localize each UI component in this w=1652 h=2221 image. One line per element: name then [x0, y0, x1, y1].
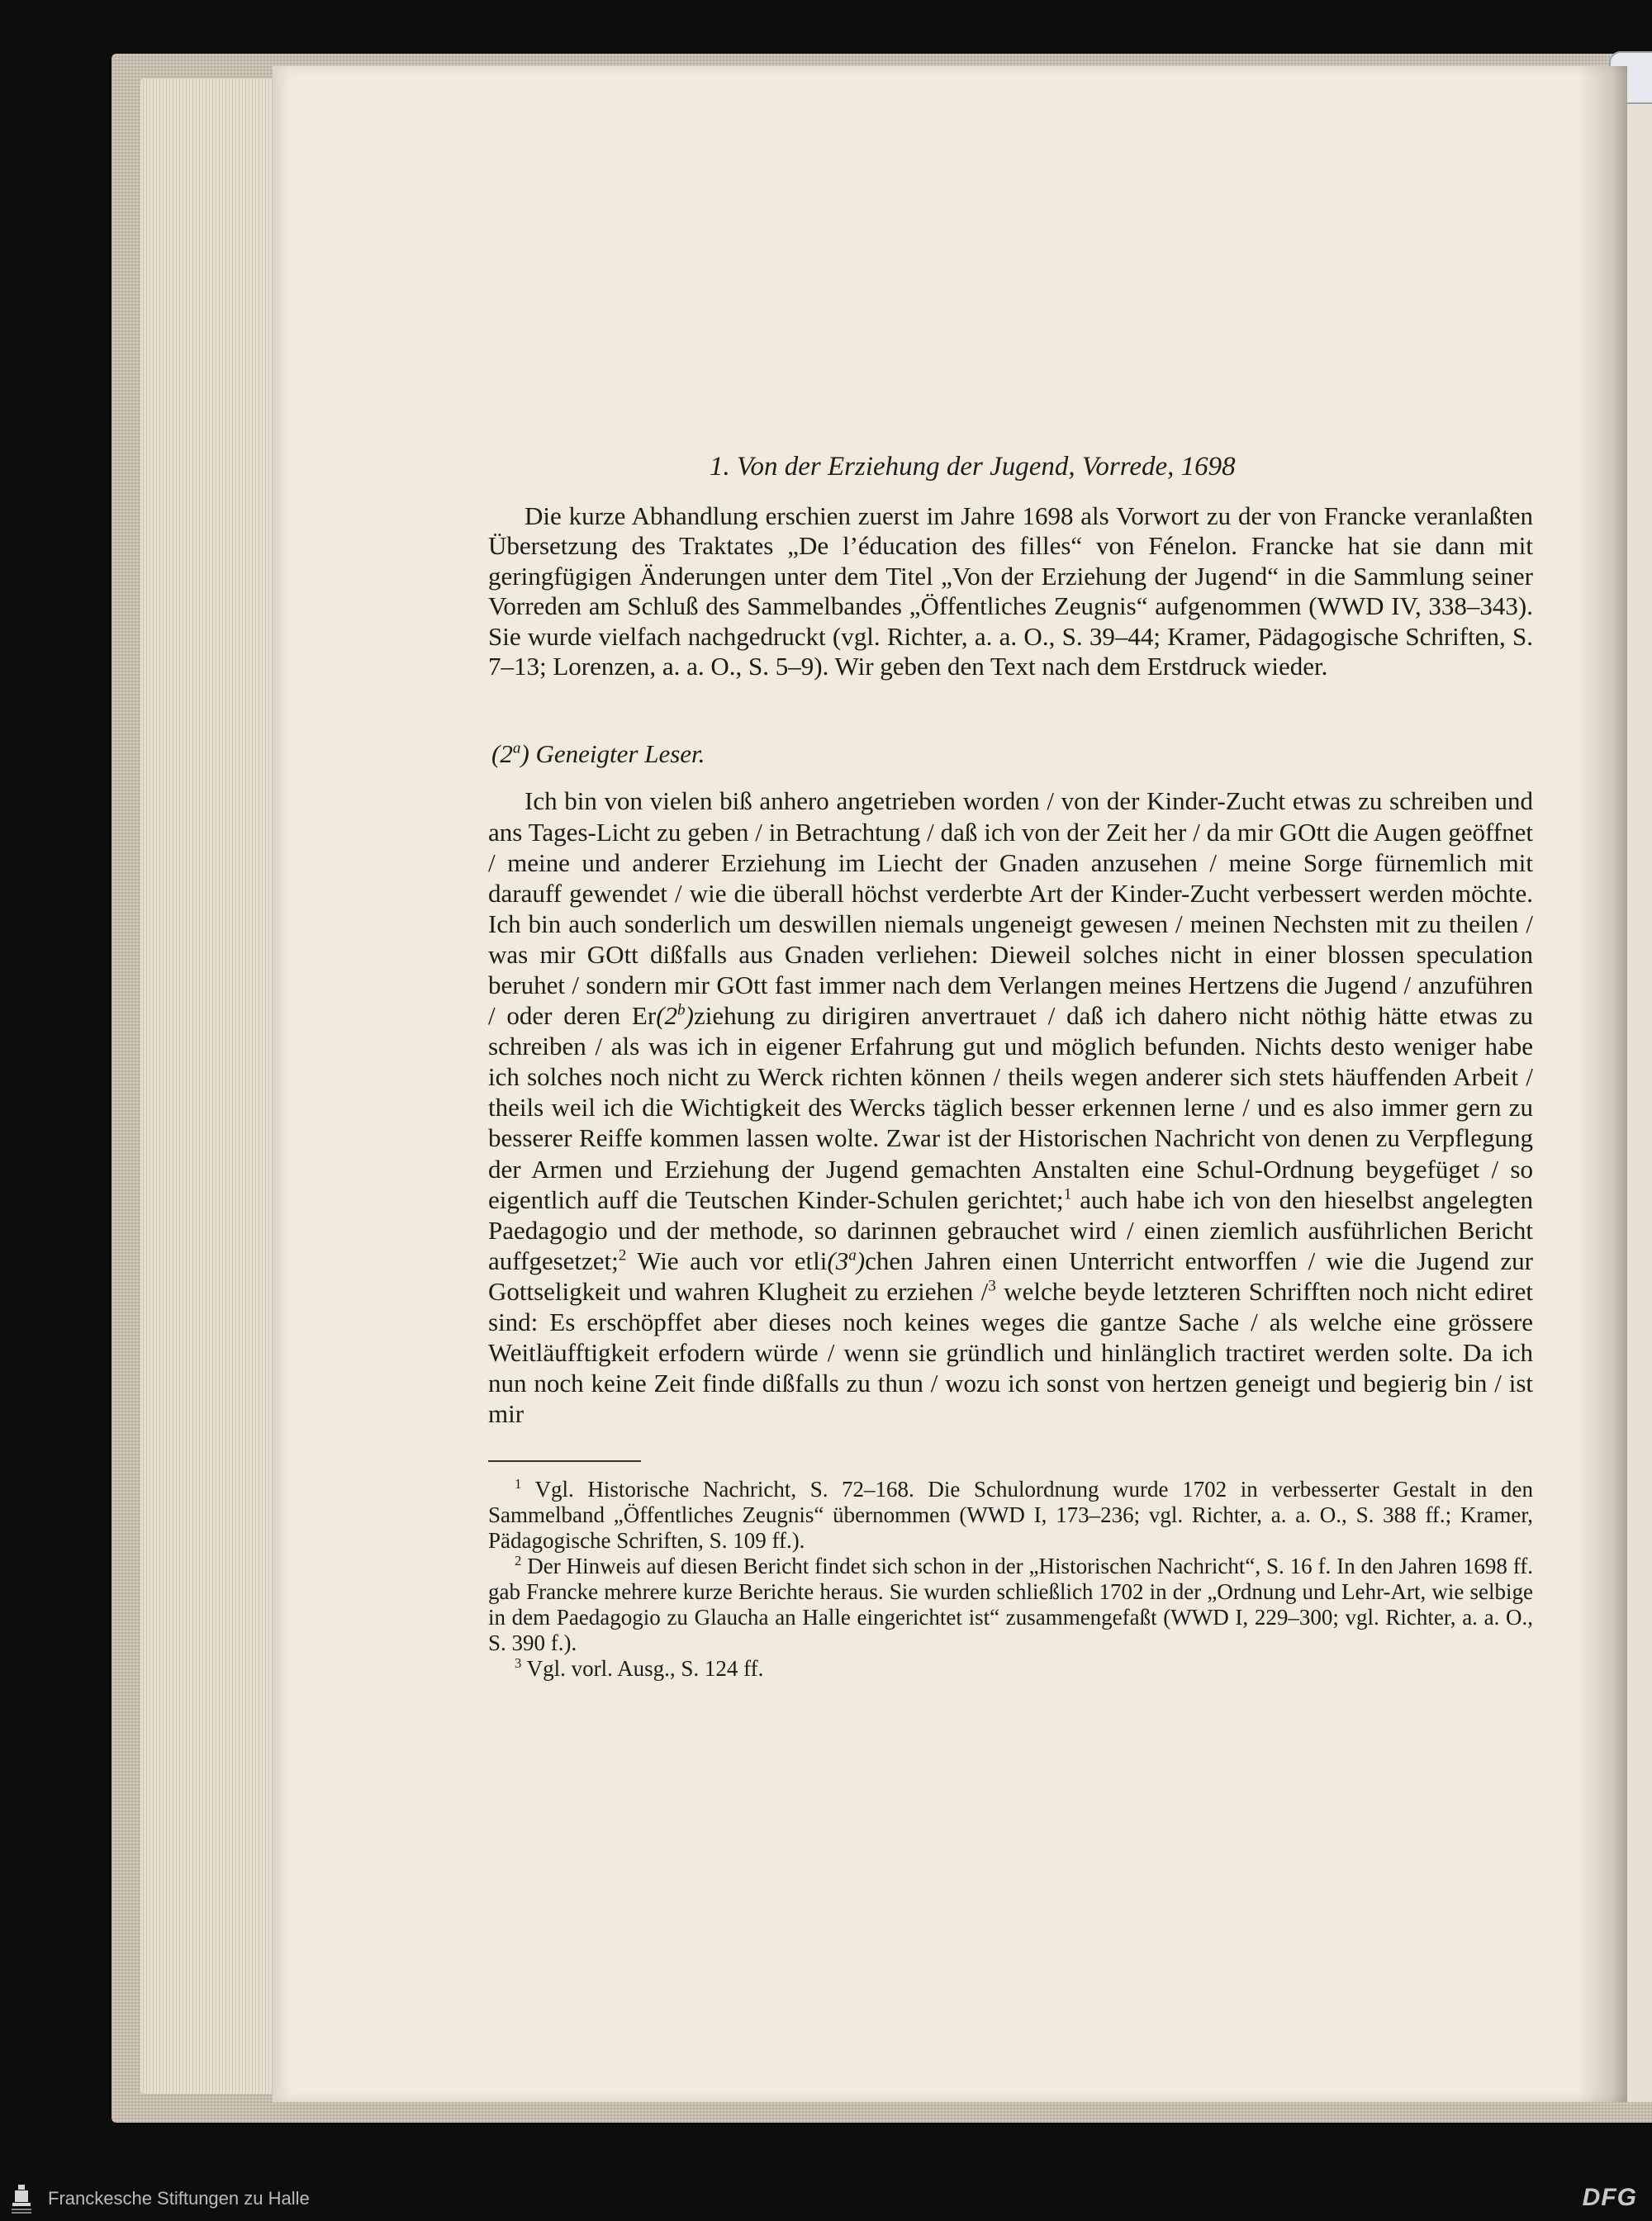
footnote-2 — [488, 1554, 1533, 1656]
footnote-number: 1 — [515, 1476, 522, 1493]
spine-shadow — [1578, 66, 1627, 2102]
intro-paragraph: Die kurze Abhandlung erschien zuerst im Jahre 1698 als Vorwort zu der von Francke veranlaßten Übersetzung des Traktates „De l’éducation des filles“ von Fénelon. Francke hat sie dann mit geringfügigen Änderungen unter dem Titel „Von der Erziehung der Jugend“ in die Sammlung seiner Vorreden am Schluß des Sammelbandes „Öffentliches Zeugnis“ aufgenommen (WWD IV, 338–343). Sie wurde vielfach nachgedruckt (vgl. Richter, a. a. O., S. 39–44; Kramer, Pädagogische Schriften, S. 7–13; Lorenzen, a. a. O., S. 5–9). Wir geben den Text nach dem Erstdruck wieder. — [488, 501, 1533, 681]
dfg-logo: DFG — [1582, 2184, 1637, 2211]
footnote-number: 3 — [515, 1655, 522, 1672]
footnote-ref: 1 — [1063, 1185, 1072, 1203]
footnote-ref: 3 — [988, 1277, 996, 1295]
footnote-ref: 2 — [618, 1246, 627, 1265]
footnote-text: Vgl. vorl. Ausg., S. 124 ff. — [521, 1656, 764, 1682]
body-text-part: auch habe ich von den hieselbst angelegten Paedagogio und der methode, so darinnen gebrauchet wird / einen ziemlich ausführlichen Bericht auffgesetzet; — [488, 1184, 1534, 1275]
facing-page-edge — [1626, 66, 1652, 2102]
footnote-3 — [488, 1656, 1533, 1682]
body-text-part: welche beyde letzteren Schrifften noch nicht ediret sind: Es erschöpffet aber dieses noch keines weges die gantze Sache / als welche eine grössere Weitläufftigkeit erfodern würde / wenn sie gründlich und hinlänglich tractiret werden solte. Da ich nun noch keine Zeit finde dißfalls zu thun / wozu ich sonst von hertzen geneigt und begierig bin / ist mir — [488, 1276, 1533, 1429]
footnote-number: 2 — [515, 1553, 522, 1569]
body-text-part: Wie auch vor etli — [626, 1246, 828, 1275]
page-marker-sup: a — [512, 740, 521, 758]
footnote-text: Vgl. Historische Nachricht, S. 72–168. Die Schulordnung wurde 1702 in verbesserter Gestalt in den Sammelband „Öffentliches Zeugnis“ übernommen (WWD I, 173–236; vgl. Richter, a. a. O., S. 388 ff.; Kramer, Pädagogische Schriften, S. 109 ff.). — [488, 1477, 1533, 1554]
body-text-part: chen Jahren einen Unterricht entworffen / wie die Jugend zur Gottseligkeit und wahren Klugheit zu erziehen / — [488, 1246, 1533, 1306]
footnotes — [488, 1477, 1533, 1682]
body-text-part: ziehung zu dirigiren anvertrauet / daß ich dahero nicht nöthig hätte etwas zu schreiben / als was ich in eigener Erfahrung gut und möglich befunden. Nichts desto weniger habe ich solches noch nicht zu Werck richten können / theils wegen anderer sich stets häuffenden Arbeit / theils weil ich die Wichtigkeit des Wercks täglich besser erkennen lerne / und es also immer gern zu besserer Reiffe kommen lassen wolte. Zwar ist der Historischen Nachricht von denen zu Verpflegung der Armen und Erziehung der Jugend gemachten Anstalten eine Schul-Ordnung beygefüget / so eigentlich auff die Teutschen Kinder-Schulen gerichtet; — [488, 1001, 1533, 1214]
page-edges — [140, 78, 289, 2094]
institution-name: Franckesche Stiftungen zu Halle — [48, 2188, 310, 2209]
page-marker: (3$^a$) — [827, 1246, 866, 1275]
sub-heading — [491, 739, 1533, 769]
section-heading: 1. Von der Erziehung der Jugend, Vorrede, 1698 — [710, 452, 1236, 482]
sub-heading-text: ) Geneigter Leser. — [520, 739, 705, 769]
page-marker: (2$^b$) — [656, 1001, 694, 1031]
page-text — [488, 450, 1533, 1682]
franckesche-stiftungen-logo-icon — [8, 2181, 35, 2216]
footnote-text: Der Hinweis auf diesen Bericht findet sich schon in der „Historischen Nachricht“, S. 16 f. In den Jahren 1698 ff. gab Francke mehrere kurze Berichte heraus. Sie wurden schließlich 1702 in der „Ordnung und Lehr-Art, wie selbige in dem Paedagogio zu Glaucha an Halle eingerichtet ist“ zusammengefaßt (WWD I, 229–300; vgl. Richter, a. a. O., S. 390 f.). — [488, 1554, 1533, 1656]
footnote-rule — [488, 1460, 641, 1462]
footnote-1 — [488, 1477, 1533, 1554]
body-text-part: Ich bin von vielen biß anhero angetrieben worden / von der Kinder-Zucht etwas zu schreiben und ans Tages-Licht zu geben / in Betrachtung / daß ich von der Zeit her / da mir GOtt die Augen geöffnet / meine und anderer Erziehung im Liecht der Gnaden anzusehen / meine Sorge fürnemlich mit darauff gewendet / wie die überall höchst verderbte Art der Kinder-Zucht verbessert werden möchte. Ich bin auch sonderlich um deswillen niemals ungeneigt gewesen / meinen Nechsten mit zu theilen / was mir GOtt dißfalls aus Gnaden verliehen: Dieweil solches nicht in einer blossen speculation beruhet / sondern mir GOtt fast immer nach dem Verlangen meines Hertzens die Jugend / anzuführen / oder deren Er — [488, 786, 1533, 1031]
page-marker: (2 — [491, 739, 513, 769]
viewer-footer — [0, 2176, 1652, 2221]
body-paragraph — [488, 785, 1533, 1429]
